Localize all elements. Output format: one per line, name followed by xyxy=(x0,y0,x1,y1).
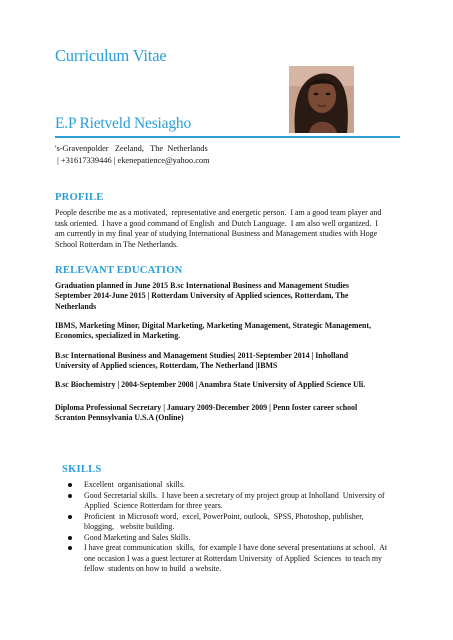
skill-item xyxy=(64,543,400,574)
education-line: B.sc Biochemistry | 2004-September 2008 | Anambra State University of Applied Science Uli. xyxy=(55,380,366,389)
skill-line: Proficient in Microsoft word, excel, PowerPoint, outlook, SPSS, Photoshop, publisher, xyxy=(84,511,364,521)
document-title: Curriculum Vitae xyxy=(55,46,167,65)
education-entry xyxy=(55,351,400,372)
profile-line: School Rotterdam in The Netherlands. xyxy=(55,239,179,249)
education-line: Diploma Professional Secretary | January 2009-December 2009 | Penn foster career school xyxy=(55,403,358,412)
skill-line: I have great communication skills, for example I have done several presentations at school. At xyxy=(84,543,388,553)
name-divider xyxy=(55,136,400,138)
contact-block xyxy=(55,143,210,167)
skill-line: Good Secretarial skills. I have been a secretary of my project group at Inholland University of xyxy=(84,490,385,500)
skill-line: blogging, website building. xyxy=(84,521,175,531)
skill-item xyxy=(64,512,400,533)
profile-photo xyxy=(289,66,354,133)
profile-text xyxy=(55,208,400,250)
profile-line: People describe me as a motivated, representative and energetic person. I am a good team player and xyxy=(55,208,382,217)
profile-heading: PROFILE xyxy=(55,192,104,203)
skill-line: Good Marketing and Sales Skills. xyxy=(84,532,191,542)
skill-line: fellow students on how to build a website. xyxy=(84,563,222,573)
education-entry xyxy=(55,281,400,312)
education-line: University of Applied sciences, Rotterdam, The Netherland |IBMS xyxy=(55,361,278,371)
skills-heading: SKILLS xyxy=(62,464,102,475)
skill-item xyxy=(64,491,400,512)
skills-list xyxy=(64,480,400,575)
profile-line: task oriented. I have a good command of English and Dutch Language. I am also well organized. I xyxy=(55,218,378,228)
education-heading: RELEVANT EDUCATION xyxy=(55,265,183,276)
address-line: 's-Gravenpolder Zeeland, The Netherlands xyxy=(55,144,208,153)
education-line: September 2014-June 2015 | Rotterdam University of Applied sciences, Rotterdam, The xyxy=(55,291,349,301)
skill-item xyxy=(64,480,400,490)
education-entry xyxy=(55,380,400,390)
education-line: Scranton Pennsylvania U.S.A (Online) xyxy=(55,413,184,423)
skill-line: Excellent organisational skills. xyxy=(84,480,185,489)
education-line: Graduation planned in June 2015 B.sc International Business and Management Studies xyxy=(55,281,349,290)
bullet-icon xyxy=(68,546,72,550)
bullet-icon xyxy=(68,536,72,540)
education-line: Economics, specialized in Marketing. xyxy=(55,331,181,341)
profile-line: am currently in my final year of studying International Business and Management studies with Hoge xyxy=(55,229,378,238)
phone-email-line: | +31617339446 | ekenepatience@yahoo.com xyxy=(55,156,210,165)
education-line: B.sc International Business and Management Studies| 2011-September 2014 | Inholland xyxy=(55,351,349,360)
education-line: Netherlands xyxy=(55,301,97,311)
education-entry xyxy=(55,321,400,342)
bullet-icon xyxy=(68,494,72,498)
skill-line: one occasion I was a guest lecturer at Rotterdam University of Applied Sciences to teach my xyxy=(84,553,382,563)
bullet-icon xyxy=(68,483,72,487)
skill-item xyxy=(64,533,400,543)
education-entry xyxy=(55,403,400,424)
candidate-name: E.P Rietveld Nesiagho xyxy=(55,115,191,132)
portrait-image xyxy=(289,66,354,133)
education-line: IBMS, Marketing Minor, Digital Marketing, Marketing Management, Strategic Management, xyxy=(55,321,371,330)
bullet-icon xyxy=(68,515,72,519)
skill-line: Applied Science Rotterdam for three years. xyxy=(84,500,223,510)
